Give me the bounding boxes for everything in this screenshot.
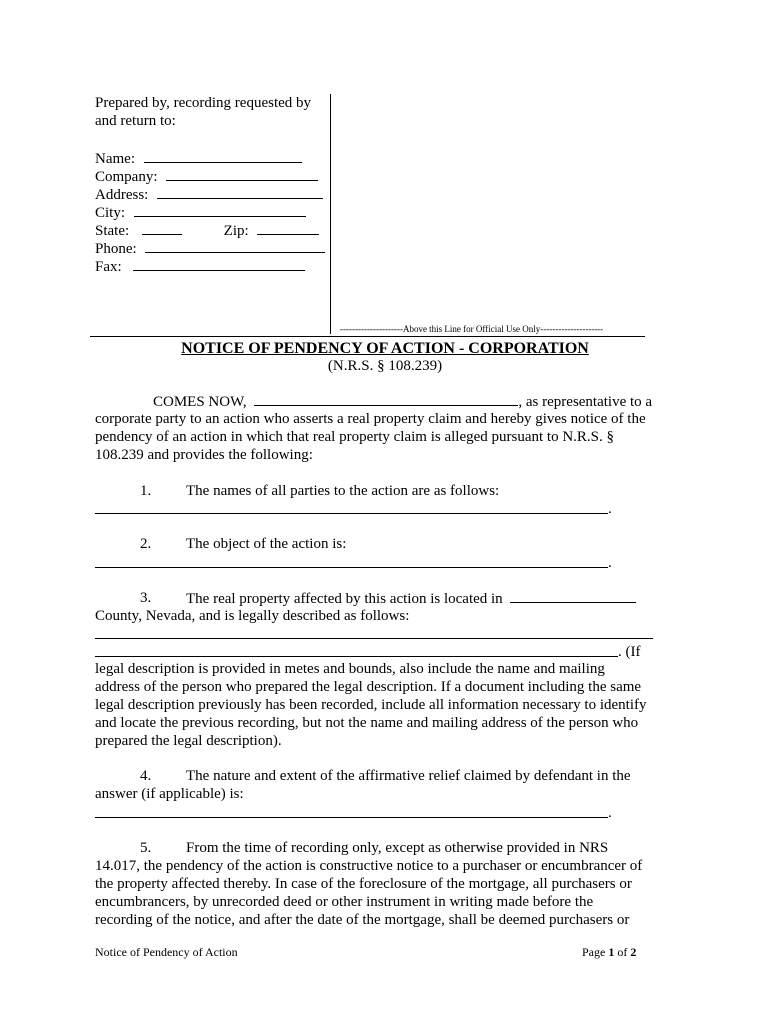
item-4-period: .: [608, 805, 612, 821]
item-5-line-4: encumbrancers, by unrecorded deed or other instrument in writing made before the: [95, 894, 594, 910]
header-vertical-divider: [330, 94, 331, 334]
item-5-line-3: the property affected thereby. In case of the foreclosure of the mortgage, all purchasers or: [95, 876, 632, 892]
legal-description-blank-2[interactable]: [95, 656, 618, 657]
phone-field-row: [95, 239, 325, 258]
item-5-number: 5.: [140, 840, 152, 856]
footer-page-number: [582, 945, 636, 959]
state-label: State:: [95, 223, 130, 239]
page-word: Page: [582, 945, 606, 959]
name-field-row: [95, 149, 302, 168]
item-1-period: .: [608, 501, 612, 517]
item-3-located-text: The real property affected by this action is located in: [186, 591, 503, 607]
item-2-answer-blank[interactable]: [95, 567, 608, 568]
legal-note-line-1: legal description is provided in metes and bounds, also include the name and mailing: [95, 661, 605, 677]
item-5-line-1: From the time of recording only, except as otherwise provided in NRS: [186, 840, 609, 856]
city-field-row: [95, 203, 306, 222]
document-title-text: NOTICE OF PENDENCY OF ACTION - CORPORATION: [181, 340, 589, 357]
legal-note-line-3: legal description previously has been recorded, include all information necessary to identify: [95, 697, 647, 713]
of-word: of: [617, 945, 628, 959]
page-total: 2: [630, 945, 637, 959]
legal-note-line-2: address of the person who prepared the legal description. If a document including the same: [95, 679, 642, 695]
address-label: Address:: [95, 187, 149, 203]
item-2-period: .: [608, 555, 612, 571]
comes-now-text: COMES NOW,: [153, 394, 247, 410]
item-2-text: The object of the action is:: [186, 536, 347, 552]
name-blank[interactable]: [144, 149, 302, 163]
city-blank[interactable]: [134, 203, 306, 217]
city-label: City:: [95, 205, 126, 221]
zip-blank[interactable]: [257, 221, 319, 235]
item-1-answer-blank[interactable]: [95, 513, 608, 514]
as-representative-text: , as representative to a: [518, 394, 653, 410]
legal-note-line-4: and locate the previous recording, but not the name and mailing address of the person who: [95, 715, 639, 731]
item-5-line-5: recording of the notice, and after the date of the mortgage, shall be deemed purchasers or: [95, 912, 630, 928]
item-2-number: 2.: [140, 536, 152, 552]
footer-document-name: Notice of Pendency of Action: [95, 945, 238, 959]
item-4-text-line-2: answer (if applicable) is:: [95, 786, 244, 802]
item-1-text: The names of all parties to the action are as follows:: [186, 483, 500, 499]
document-title: [0, 339, 770, 358]
legal-if-text: . (If: [618, 644, 641, 660]
intro-line-3: pendency of an action in which that real property claim is alleged pursuant to N.R.S. §: [95, 429, 615, 445]
item-3-number: 3.: [140, 590, 152, 606]
company-label: Company:: [95, 169, 158, 185]
phone-blank[interactable]: [145, 239, 325, 253]
return-to-line: and return to:: [95, 113, 176, 129]
company-field-row: [95, 167, 318, 186]
fax-field-row: [95, 257, 305, 276]
state-blank[interactable]: [142, 221, 182, 235]
phone-label: Phone:: [95, 241, 137, 257]
prepared-by-line: Prepared by, recording requested by: [95, 95, 312, 111]
item-5-line-2: 14.017, the pendency of the action is constructive notice to a purchaser or encumbrancer of: [95, 858, 643, 874]
intro-line-4: 108.239 and provides the following:: [95, 447, 313, 463]
zip-label: Zip:: [223, 223, 249, 239]
address-field-row: [95, 185, 323, 204]
page-current: 1: [608, 945, 615, 959]
address-blank[interactable]: [157, 185, 323, 199]
official-use-line: ---------------------Above this Line for Official Use Only---------------------: [340, 324, 604, 334]
fax-blank[interactable]: [133, 257, 305, 271]
item-1-number: 1.: [140, 483, 152, 499]
legal-note-line-5: prepared the legal description).: [95, 733, 282, 749]
item-4-number: 4.: [140, 768, 152, 784]
state-field-row: [95, 221, 319, 240]
header-horizontal-divider: [90, 336, 645, 337]
intro-line-1: [153, 392, 652, 411]
item-3-text: [186, 589, 636, 608]
legal-description-blank-1[interactable]: [95, 638, 653, 639]
county-blank[interactable]: [510, 589, 636, 603]
intro-line-2: corporate party to an action who asserts a real property claim and hereby gives notice of the: [95, 411, 646, 427]
item-3-county-line: County, Nevada, and is legally described as follows:: [95, 608, 410, 624]
name-label: Name:: [95, 151, 135, 167]
representative-blank[interactable]: [254, 392, 518, 406]
item-4-text: The nature and extent of the affirmative relief claimed by defendant in the: [186, 768, 631, 784]
item-4-answer-blank[interactable]: [95, 817, 608, 818]
statute-reference: (N.R.S. § 108.239): [327, 358, 443, 374]
fax-label: Fax:: [95, 259, 122, 275]
company-blank[interactable]: [166, 167, 318, 181]
